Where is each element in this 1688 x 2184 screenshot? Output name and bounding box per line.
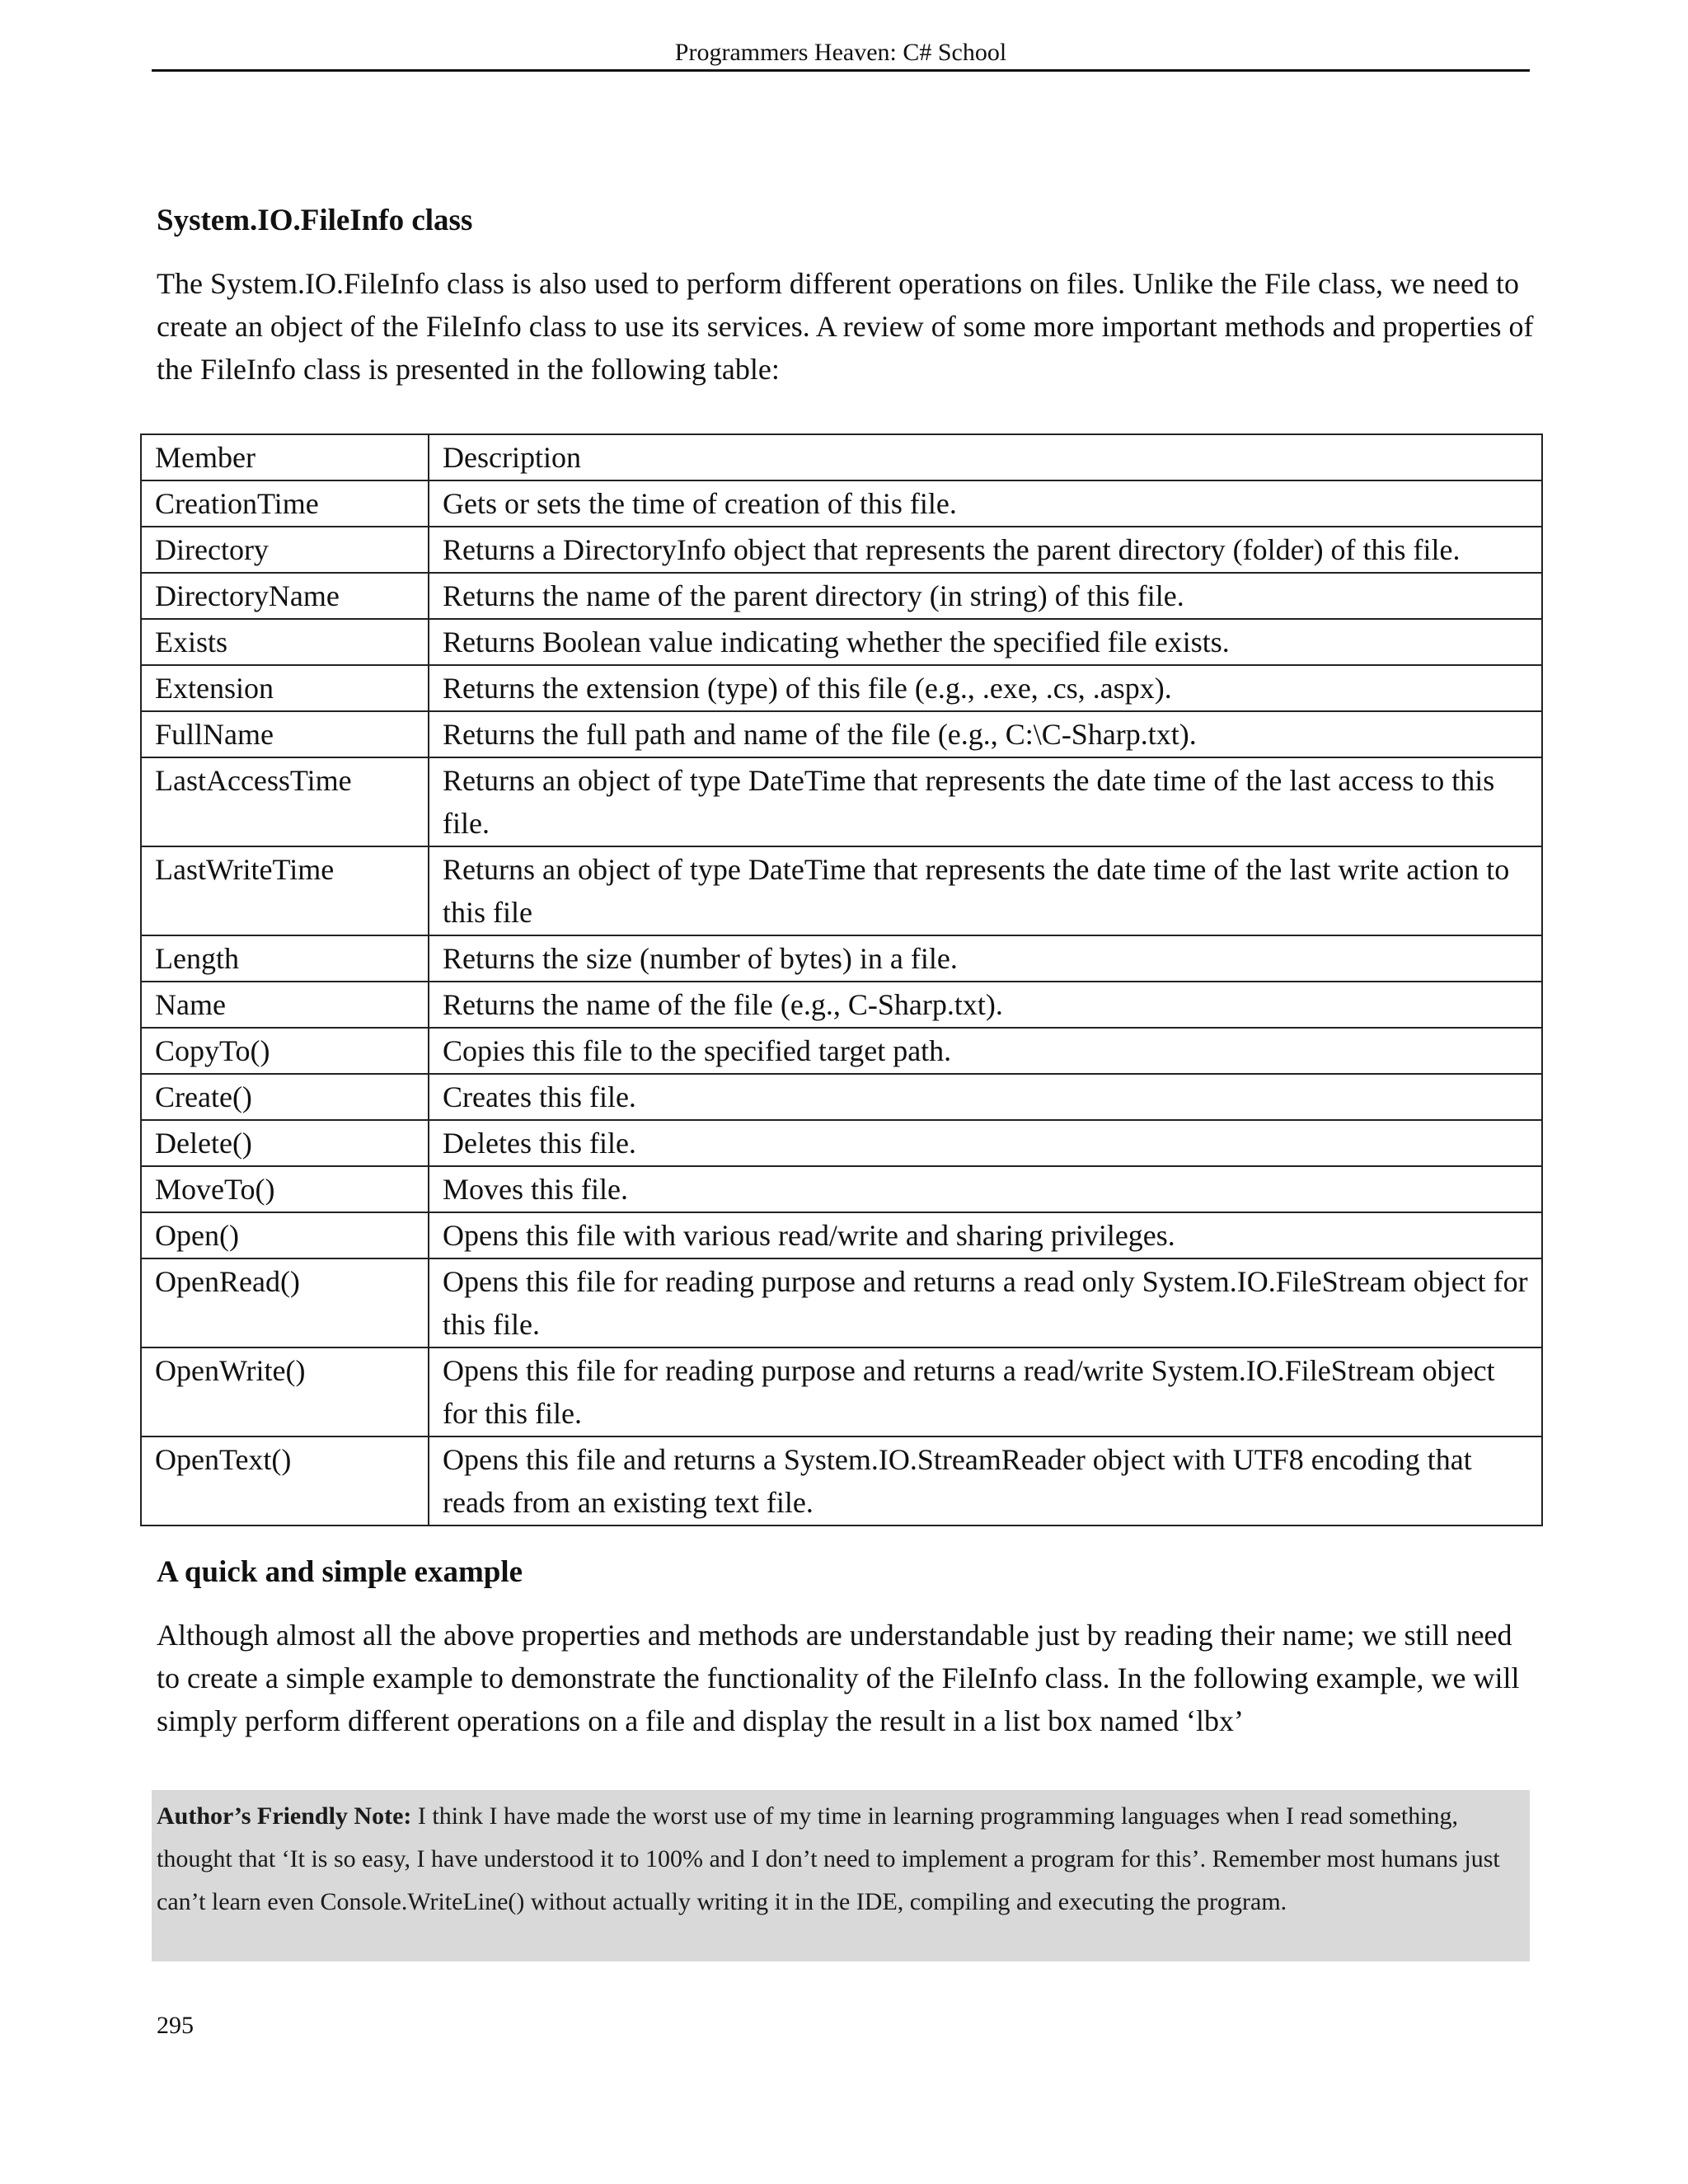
example-paragraph: Although almost all the above properties and methods are understandable just by reading their name; we still need to create a simple example to demonstrate the functionality of the FileInfo class. In the following example, we will simply perform different operations on a file and display the result in a list box named ‘lbx’	[157, 1619, 1520, 1737]
page-number: 295	[157, 2012, 194, 2039]
description-cell: Opens this file for reading purpose and returns a read only System.IO.FileStream object for this file.	[429, 1258, 1542, 1347]
table-row	[141, 1212, 1542, 1258]
author-note-box	[152, 1790, 1530, 1961]
members-table	[140, 434, 1543, 1526]
table-row	[141, 1120, 1542, 1166]
table-row	[141, 711, 1542, 757]
description-cell: Returns an object of type DateTime that represents the date time of the last write action to this file	[429, 846, 1542, 935]
page-header: Programmers Heaven: C# School	[674, 39, 1007, 66]
member-cell: Create()	[141, 1074, 429, 1120]
header-cell-description: Description	[429, 434, 1542, 480]
section-title-example: A quick and simple example	[157, 1555, 523, 1589]
description-cell: Returns Boolean value indicating whether the specified file exists.	[429, 619, 1542, 665]
section-title-fileinfo: System.IO.FileInfo class	[157, 204, 473, 237]
member-cell: Directory	[141, 527, 429, 573]
table-row	[141, 527, 1542, 573]
members-table-body	[141, 434, 1542, 1526]
header-cell-member: Member	[141, 434, 429, 480]
table-header-row	[141, 434, 1542, 480]
member-cell: OpenWrite()	[141, 1347, 429, 1436]
member-cell: CopyTo()	[141, 1028, 429, 1074]
table-row	[141, 480, 1542, 527]
description-cell: Copies this file to the specified target path.	[429, 1028, 1542, 1074]
table-row	[141, 1074, 1542, 1120]
table-row	[141, 982, 1542, 1028]
member-cell: Open()	[141, 1212, 429, 1258]
table-row	[141, 1166, 1542, 1212]
table-row	[141, 935, 1542, 982]
member-cell: Length	[141, 935, 429, 982]
table-row	[141, 573, 1542, 619]
table-row	[141, 619, 1542, 665]
member-cell: DirectoryName	[141, 573, 429, 619]
description-cell: Deletes this file.	[429, 1120, 1542, 1166]
description-cell: Returns the name of the file (e.g., C-Sharp.txt).	[429, 982, 1542, 1028]
author-note-body: I think I have made the worst use of my time in learning programming languages when I read something, thought that ‘It is so easy, I have understood it to 100% and I don’t need to implement a program for this’. Remember most humans just can’t learn even Console.WriteLine() without actually writing it in the IDE, compiling and executing the program.	[157, 1802, 1500, 1915]
member-cell: LastAccessTime	[141, 757, 429, 846]
member-cell: CreationTime	[141, 480, 429, 527]
member-cell: Exists	[141, 619, 429, 665]
table-row	[141, 1347, 1542, 1436]
member-cell: LastWriteTime	[141, 846, 429, 935]
member-cell: OpenText()	[141, 1436, 429, 1526]
description-cell: Moves this file.	[429, 1166, 1542, 1212]
description-cell: Opens this file and returns a System.IO.StreamReader object with UTF8 encoding that reads from an existing text file.	[429, 1436, 1542, 1526]
member-cell: Delete()	[141, 1120, 429, 1166]
table-row	[141, 665, 1542, 711]
member-cell: MoveTo()	[141, 1166, 429, 1212]
description-cell: Returns the extension (type) of this file (e.g., .exe, .cs, .aspx).	[429, 665, 1542, 711]
table-row	[141, 846, 1542, 935]
table-row	[141, 1258, 1542, 1347]
description-cell: Returns the full path and name of the file (e.g., C:\C-Sharp.txt).	[429, 711, 1542, 757]
description-cell: Opens this file for reading purpose and returns a read/write System.IO.FileStream object for this file.	[429, 1347, 1542, 1436]
description-cell: Creates this file.	[429, 1074, 1542, 1120]
member-cell: FullName	[141, 711, 429, 757]
member-cell: OpenRead()	[141, 1258, 429, 1347]
description-cell: Returns an object of type DateTime that represents the date time of the last access to this file.	[429, 757, 1542, 846]
author-note-text	[157, 1795, 1525, 1924]
table-row	[141, 1028, 1542, 1074]
intro-paragraph: The System.IO.FileInfo class is also used to perform different operations on files. Unlike the File class, we need to create an object of the FileInfo class to use its services. A review of some more important methods and properties of the FileInfo class is presented in the following table:	[157, 267, 1534, 386]
header-rule	[152, 69, 1530, 72]
table-row	[141, 757, 1542, 846]
table-row	[141, 1436, 1542, 1526]
description-cell: Returns a DirectoryInfo object that represents the parent directory (folder) of this file.	[429, 527, 1542, 573]
description-cell: Gets or sets the time of creation of this file.	[429, 480, 1542, 527]
description-cell: Returns the size (number of bytes) in a file.	[429, 935, 1542, 982]
description-cell: Returns the name of the parent directory (in string) of this file.	[429, 573, 1542, 619]
description-cell: Opens this file with various read/write and sharing privileges.	[429, 1212, 1542, 1258]
member-cell: Name	[141, 982, 429, 1028]
member-cell: Extension	[141, 665, 429, 711]
author-note-label: Author’s Friendly Note:	[157, 1802, 412, 1830]
